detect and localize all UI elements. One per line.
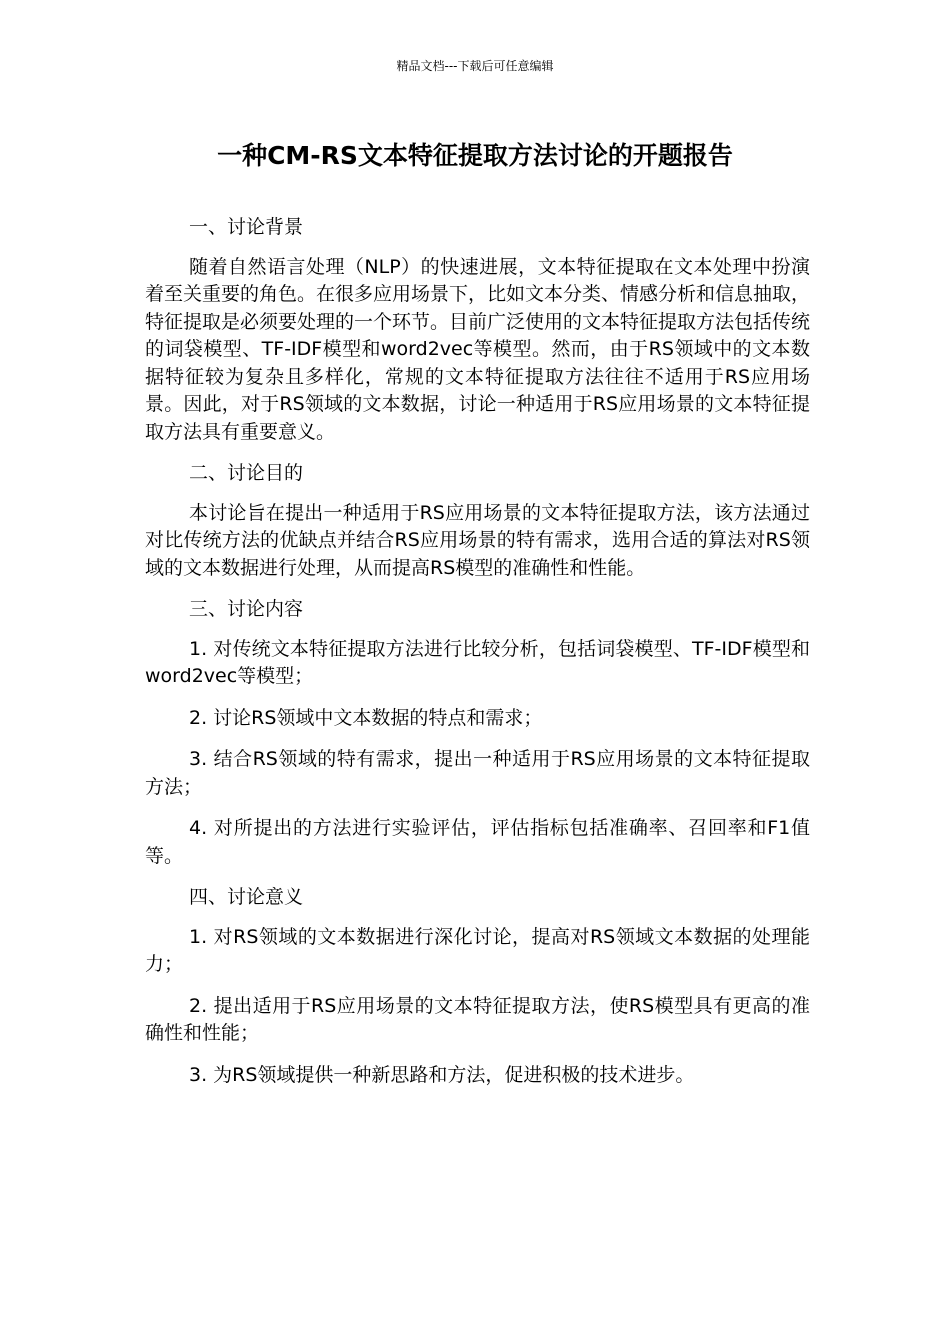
content-item-1: 1. 对传统文本特征提取方法进行比较分析，包括词袋模型、TF-IDF模型和word2vec等模型； — [145, 637, 810, 687]
content-item-2: 2. 讨论RS领域中文本数据的特点和需求； — [189, 706, 543, 729]
paragraph-purpose: 本讨论旨在提出一种适用于RS应用场景的文本特征提取方法，该方法通过对比传统方法的优缺点并结合RS应用场景的特有需求，选用合适的算法对RS领域的文本数据进行处理，从而提高RS模型的准确性和性能。 — [145, 501, 810, 579]
significance-item-2: 2. 提出适用于RS应用场景的文本特征提取方法，使RS模型具有更高的准确性和性能； — [145, 994, 810, 1044]
significance-item-3: 3. 为RS领域提供一种新思路和方法，促进积极的技术进步。 — [189, 1063, 695, 1086]
document-title: 一种CM-RS文本特征提取方法讨论的开题报告 — [217, 141, 733, 170]
section-heading-significance: 四、讨论意义 — [189, 886, 304, 908]
content-item-3: 3. 结合RS领域的特有需求，提出一种适用于RS应用场景的文本特征提取方法； — [145, 748, 810, 798]
section-heading-purpose: 二、讨论目的 — [189, 462, 304, 484]
paragraph-background: 随着自然语言处理（NLP）的快速进展，文本特征提取在文本处理中扮演着至关重要的角色。在很多应用场景下，比如文本分类、情感分析和信息抽取，特征提取是必须要处理的一个环节。目前广泛使用的文本特征提取方法包括传统的词袋模型、TF-IDF模型和word2vec等模型。然而，由于RS领域中的文本数据特征较为复杂且多样化，常规的文本特征提取方法往往不适用于RS应用场景。因此，对于RS领域的文本数据，讨论一种适用于RS应用场景的文本特征提取方法具有重要意义。 — [145, 255, 811, 443]
document-body — [145, 214, 810, 1103]
significance-item-1: 1. 对RS领域的文本数据进行深化讨论，提高对RS领域文本数据的处理能力； — [145, 925, 810, 975]
header-note: 精品文档---下载后可任意编辑 — [396, 59, 554, 73]
content-item-4: 4. 对所提出的方法进行实验评估，评估指标包括准确率、召回率和F1值等。 — [145, 817, 810, 867]
section-heading-background: 一、讨论背景 — [189, 216, 304, 238]
section-heading-content: 三、讨论内容 — [189, 598, 304, 620]
